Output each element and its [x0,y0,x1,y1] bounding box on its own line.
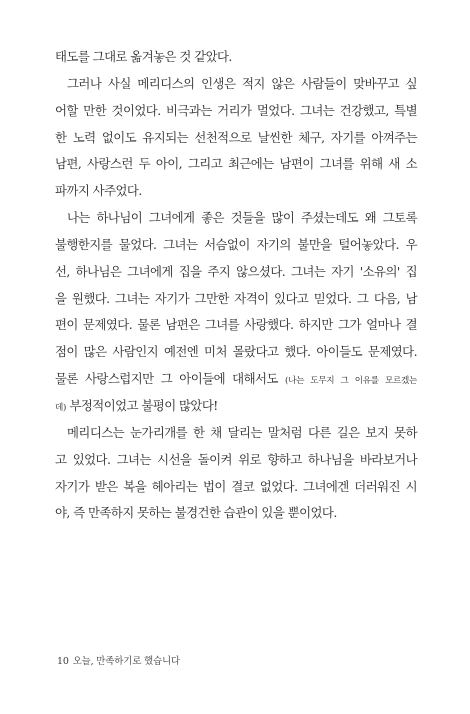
text-line: 불행한지를 물었다. 그녀는 서슴없이 자기의 불만을 털어놓았다. 우 [55,236,417,252]
text-line: 을 원했다. 그녀는 자기가 그만한 자격이 있다고 믿었다. 그 다음, 남 [55,290,417,306]
running-title: 오늘, 만족하기로 했습니다 [72,656,180,667]
page-footer [57,653,180,667]
text-line: 편이 문제였다. 물론 남편은 그녀를 사랑했다. 하지만 그가 얼마나 결 [55,317,417,333]
text-line: 선, 하나님은 그녀에게 집을 주지 않으셨다. 그녀는 자기 '소유의' 집 [55,263,417,279]
text-line [55,366,417,393]
text-span: 부정적이었고 불평이 많았다! [66,397,218,413]
text-line: 그러나 사실 메리디스의 인생은 적지 않은 사람들이 맞바꾸고 싶 [67,75,417,91]
text-line: 어할 만한 것이었다. 비극과는 거리가 멀었다. 그녀는 건강했고, 특별 [55,102,417,118]
aside-text: 데) [55,402,67,413]
text-line: 나는 하나님이 그녀에게 좋은 것들을 많이 주셨는데도 왜 그토록 [67,210,417,226]
text-line: 남편, 사랑스런 두 아이, 그리고 최근에는 남편이 그녀를 위해 새 소 [55,156,417,172]
body-text [55,44,417,527]
text-line [55,393,417,420]
page-number: 10 [57,656,69,667]
text-span: 물론 사랑스럽지만 그 아이들에 대해서도 [55,371,286,387]
text-line: 점이 많은 사람인지 예전엔 미처 몰랐다고 했다. 아이들도 문제였다. [55,344,417,360]
text-line: 태도를 그대로 옮겨놓은 것 같았다. [55,49,232,64]
text-line: 야, 즉 만족하지 못하는 불경건한 습관이 있을 뿐이었다. [55,505,337,521]
text-line: 메리디스는 눈가리개를 한 채 달리는 말처럼 다른 길은 보지 못하 [67,424,417,440]
text-line: 한 노력 없이도 유지되는 선천적으로 날씬한 체구, 자기를 아껴주는 [55,129,417,145]
text-line: 고 있었다. 그녀는 시선을 돌이켜 위로 향하고 하나님을 바라보거나 [55,451,417,467]
aside-text: (나는 도무지 그 이유를 모르겠는 [285,376,417,387]
text-line: 파까지 사주었다. [55,183,142,199]
text-line: 자기가 받은 복을 헤아리는 법이 결코 없었다. 그녀에겐 더러워진 시 [55,478,417,494]
